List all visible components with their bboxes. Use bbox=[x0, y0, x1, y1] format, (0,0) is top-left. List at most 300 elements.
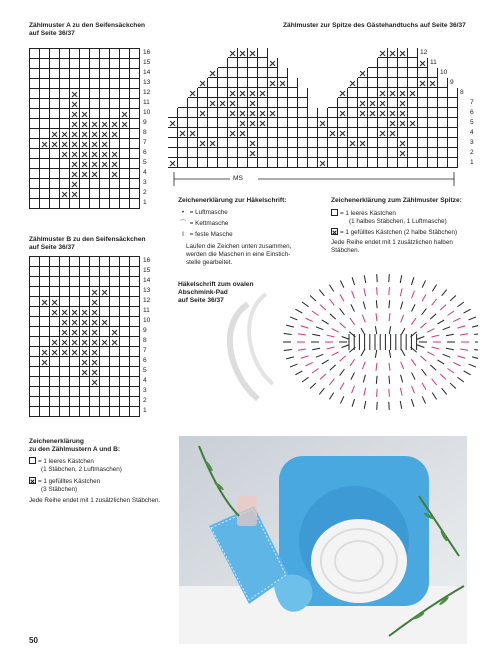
grid-cell bbox=[90, 377, 100, 387]
empty-box-icon bbox=[29, 457, 36, 464]
stitch-mark bbox=[472, 357, 478, 359]
grid-cell bbox=[70, 267, 80, 277]
grid-cell bbox=[328, 128, 338, 138]
stitch-mark bbox=[364, 388, 366, 396]
stitch-mark bbox=[302, 377, 308, 382]
grid-cell bbox=[428, 158, 438, 168]
grid-cell bbox=[50, 327, 60, 337]
grid-cell bbox=[238, 138, 248, 148]
grid-cell bbox=[398, 148, 408, 158]
grid-cell bbox=[448, 108, 458, 118]
grid-cell bbox=[228, 78, 238, 88]
grid-cell bbox=[60, 149, 70, 159]
stitch-mark bbox=[351, 304, 355, 311]
stitch-mark bbox=[401, 362, 404, 369]
grid-cell bbox=[70, 179, 80, 189]
grid-cell bbox=[208, 148, 218, 158]
grid-cell bbox=[418, 88, 428, 98]
grid-cell bbox=[100, 159, 110, 169]
grid-cell bbox=[120, 199, 130, 209]
stitch-mark bbox=[284, 350, 292, 351]
grid-cell bbox=[30, 257, 40, 267]
grid-cell bbox=[288, 98, 298, 108]
grid-cell bbox=[348, 68, 358, 78]
grid-cell bbox=[60, 377, 70, 387]
grid-cell bbox=[130, 327, 140, 337]
grid-cell bbox=[398, 98, 408, 108]
crochet-legend-item: ⌒ = Kettmasche bbox=[179, 220, 229, 227]
grid-cell bbox=[90, 327, 100, 337]
grid-cell bbox=[100, 327, 110, 337]
grid-cell bbox=[30, 327, 40, 337]
grid-cell bbox=[308, 48, 318, 58]
stitch-mark bbox=[301, 356, 309, 358]
grid-cell bbox=[30, 169, 40, 179]
grid-cell bbox=[110, 119, 120, 129]
grid-cell bbox=[228, 148, 238, 158]
grid-cell bbox=[398, 68, 408, 78]
grid-cell bbox=[348, 98, 358, 108]
grid-cell bbox=[120, 347, 130, 357]
row-number: 15 bbox=[143, 59, 151, 66]
stitch-mark bbox=[437, 360, 444, 364]
grid-cell bbox=[208, 88, 218, 98]
lace-legend-note: Jede Reihe endet mit 1 zusätzlichen halben Stäbchen. bbox=[331, 239, 453, 254]
grid-cell bbox=[348, 48, 358, 58]
grid-cell bbox=[80, 267, 90, 277]
grid-cell bbox=[418, 78, 428, 88]
grid-cell bbox=[80, 397, 90, 407]
grid-cell bbox=[130, 347, 140, 357]
grid-cell bbox=[298, 158, 308, 168]
grid-cell bbox=[40, 199, 50, 209]
grid-cell bbox=[60, 169, 70, 179]
pattern-a-grid bbox=[29, 48, 140, 209]
grid-cell bbox=[120, 69, 130, 79]
pattern-b-grid bbox=[29, 256, 140, 417]
grid-cell bbox=[198, 68, 208, 78]
stitch-mark bbox=[375, 326, 376, 334]
grid-cell bbox=[218, 88, 228, 98]
grid-cell bbox=[408, 68, 418, 78]
grid-cell bbox=[50, 49, 60, 59]
grid-cell bbox=[120, 129, 130, 139]
stitch-mark bbox=[446, 348, 454, 349]
grid-cell bbox=[110, 397, 120, 407]
grid-cell bbox=[408, 128, 418, 138]
grid-cell bbox=[80, 347, 90, 357]
grid-cell bbox=[258, 58, 268, 68]
row-number: 12 bbox=[143, 297, 151, 304]
grid-cell bbox=[70, 387, 80, 397]
grid-cell bbox=[130, 149, 140, 159]
grid-cell bbox=[120, 407, 130, 417]
grid-cell bbox=[130, 317, 140, 327]
stitch-mark bbox=[443, 354, 450, 357]
grid-cell bbox=[40, 347, 50, 357]
grid-cell bbox=[428, 68, 438, 78]
grid-cell bbox=[80, 307, 90, 317]
grid-cell bbox=[90, 337, 100, 347]
crochet-legend-item: I = feste Masche bbox=[178, 231, 328, 239]
grid-cell bbox=[248, 78, 258, 88]
grid-cell bbox=[258, 138, 268, 148]
grid-cell bbox=[50, 179, 60, 189]
grid-cell bbox=[178, 108, 188, 118]
grid-cell bbox=[208, 58, 218, 68]
grid-cell bbox=[398, 88, 408, 98]
row-number: 14 bbox=[143, 69, 151, 76]
stitch-mark bbox=[351, 372, 355, 379]
grid-cell bbox=[288, 68, 298, 78]
stitch-mark bbox=[389, 287, 390, 295]
stitch-mark bbox=[340, 369, 345, 375]
grid-cell bbox=[60, 327, 70, 337]
grid-cell bbox=[178, 128, 188, 138]
grid-cell bbox=[110, 129, 120, 139]
row-number: 3 bbox=[470, 139, 474, 146]
grid-cell bbox=[178, 138, 188, 148]
grid-cell bbox=[60, 179, 70, 189]
grid-cell bbox=[120, 377, 130, 387]
stitch-mark bbox=[417, 337, 425, 340]
grid-cell bbox=[130, 407, 140, 417]
grid-cell bbox=[358, 58, 368, 68]
grid-cell bbox=[368, 68, 378, 78]
grid-cell bbox=[120, 179, 130, 189]
grid-cell bbox=[338, 148, 348, 158]
stitch-mark bbox=[469, 317, 476, 320]
grid-cell bbox=[358, 108, 368, 118]
stitch-mark bbox=[332, 352, 339, 356]
grid-cell bbox=[408, 58, 418, 68]
grid-cell bbox=[288, 118, 298, 128]
grid-cell bbox=[120, 327, 130, 337]
grid-cell bbox=[198, 78, 208, 88]
stitch-mark bbox=[340, 294, 344, 301]
grid-cell bbox=[408, 88, 418, 98]
grid-cell bbox=[308, 88, 318, 98]
grid-cell bbox=[50, 367, 60, 377]
grid-cell bbox=[100, 257, 110, 267]
grid-cell bbox=[278, 78, 288, 88]
grid-cell bbox=[278, 158, 288, 168]
grid-cell bbox=[110, 59, 120, 69]
grid-cell bbox=[328, 68, 338, 78]
crochet-legend-note: Laufen die Zeichen unten zusammen, werden die Maschen in eine Einstich- stelle gearbeitet. bbox=[186, 243, 292, 266]
stitch-mark bbox=[320, 374, 326, 379]
grid-cell bbox=[168, 78, 178, 88]
grid-cell bbox=[110, 347, 120, 357]
grid-cell bbox=[378, 118, 388, 128]
grid-cell bbox=[298, 58, 308, 68]
stitch-mark bbox=[362, 362, 365, 369]
grid-cell bbox=[110, 49, 120, 59]
grid-cell bbox=[40, 79, 50, 89]
stitch-mark bbox=[389, 300, 390, 308]
grid-cell bbox=[358, 88, 368, 98]
grid-cell bbox=[198, 138, 208, 148]
row-number: 8 bbox=[460, 89, 464, 96]
grid-cell bbox=[50, 69, 60, 79]
grid-cell bbox=[268, 118, 278, 128]
grid-cell bbox=[30, 119, 40, 129]
stitch-mark bbox=[306, 318, 313, 321]
grid-cell bbox=[70, 287, 80, 297]
row-number: 8 bbox=[143, 129, 147, 136]
grid-cell bbox=[418, 138, 428, 148]
grid-cell bbox=[398, 78, 408, 88]
stitch-mark bbox=[401, 302, 403, 310]
grid-cell bbox=[50, 377, 60, 387]
stitch-mark bbox=[432, 393, 436, 400]
grid-cell bbox=[70, 69, 80, 79]
grid-cell bbox=[100, 387, 110, 397]
stitch-mark bbox=[286, 325, 294, 327]
stitch-mark bbox=[460, 349, 468, 350]
row-number: 6 bbox=[143, 357, 147, 364]
grid-cell bbox=[50, 199, 60, 209]
stitch-mark bbox=[469, 364, 476, 367]
grid-cell bbox=[110, 307, 120, 317]
grid-cell bbox=[238, 118, 248, 128]
stitch-mark bbox=[400, 401, 401, 409]
stitch-mark bbox=[427, 352, 434, 356]
grid-cell bbox=[448, 58, 458, 68]
grid-cell bbox=[348, 138, 358, 148]
grid-cell bbox=[438, 128, 448, 138]
grid-cell bbox=[60, 387, 70, 397]
stitch-mark bbox=[377, 274, 378, 282]
row-number: 7 bbox=[470, 99, 474, 106]
grid-cell bbox=[188, 58, 198, 68]
grid-cell bbox=[100, 407, 110, 417]
grid-cell bbox=[100, 119, 110, 129]
stitch-mark bbox=[464, 371, 471, 375]
stitch-mark bbox=[442, 290, 447, 296]
grid-cell bbox=[80, 129, 90, 139]
grid-cell bbox=[50, 357, 60, 367]
grid-cell bbox=[90, 69, 100, 79]
stitch-mark bbox=[442, 388, 447, 394]
grid-cell bbox=[100, 129, 110, 139]
grid-cell bbox=[110, 79, 120, 89]
grid-cell bbox=[238, 98, 248, 108]
row-number: 9 bbox=[450, 79, 454, 86]
stitch-mark bbox=[376, 363, 377, 371]
stitch-mark bbox=[302, 302, 308, 307]
grid-cell bbox=[90, 149, 100, 159]
grid-cell bbox=[348, 118, 358, 128]
grid-cell bbox=[208, 68, 218, 78]
grid-cell bbox=[90, 129, 100, 139]
stitch-mark bbox=[389, 376, 390, 384]
grid-cell bbox=[328, 138, 338, 148]
grid-cell bbox=[30, 199, 40, 209]
grid-cell bbox=[30, 267, 40, 277]
grid-cell bbox=[50, 257, 60, 267]
grid-cell bbox=[90, 287, 100, 297]
grid-cell bbox=[30, 149, 40, 159]
stitch-mark bbox=[327, 335, 335, 337]
grid-cell bbox=[278, 148, 288, 158]
grid-cell bbox=[60, 109, 70, 119]
grid-cell bbox=[358, 148, 368, 158]
grid-cell bbox=[388, 118, 398, 128]
grid-cell bbox=[60, 367, 70, 377]
grid-cell bbox=[60, 277, 70, 287]
grid-cell bbox=[328, 78, 338, 88]
grid-cell bbox=[408, 118, 418, 128]
grid-cell bbox=[358, 138, 368, 148]
grid-cell bbox=[428, 138, 438, 148]
stitch-mark bbox=[450, 295, 456, 300]
stitch-mark bbox=[400, 275, 401, 283]
grid-cell bbox=[318, 138, 328, 148]
stitch-mark bbox=[319, 290, 324, 296]
grid-cell bbox=[258, 118, 268, 128]
stitch-mark bbox=[389, 313, 390, 321]
grid-cell bbox=[298, 128, 308, 138]
grid-cell bbox=[178, 158, 188, 168]
stitch-mark bbox=[411, 359, 416, 366]
grid-cell bbox=[130, 267, 140, 277]
grid-cell bbox=[30, 317, 40, 327]
stitch-mark bbox=[327, 347, 335, 349]
grid-cell bbox=[40, 109, 50, 119]
grid-cell bbox=[308, 118, 318, 128]
stitch-mark bbox=[322, 360, 329, 364]
stitch-mark bbox=[450, 383, 456, 388]
stitch-mark bbox=[312, 368, 319, 373]
grid-cell bbox=[228, 138, 238, 148]
crochet-legend bbox=[178, 197, 328, 267]
grid-cell bbox=[368, 158, 378, 168]
grid-cell bbox=[50, 139, 60, 149]
grid-cell bbox=[40, 407, 50, 417]
grid-cell bbox=[258, 128, 268, 138]
stitch-mark bbox=[457, 377, 463, 382]
grid-cell bbox=[80, 189, 90, 199]
row-number: 4 bbox=[470, 129, 474, 136]
grid-cell bbox=[30, 357, 40, 367]
grid-cell bbox=[188, 118, 198, 128]
stitch-mark bbox=[430, 314, 436, 319]
grid-cell bbox=[130, 307, 140, 317]
stitch-mark bbox=[422, 308, 427, 314]
grid-cell bbox=[90, 159, 100, 169]
grid-cell bbox=[178, 78, 188, 88]
stitch-mark bbox=[352, 277, 354, 285]
row-number: 4 bbox=[143, 169, 147, 176]
grid-cell bbox=[218, 108, 228, 118]
stitch-mark bbox=[322, 320, 329, 324]
row-number: 11 bbox=[430, 59, 437, 66]
grid-cell bbox=[40, 169, 50, 179]
stitch-mark bbox=[389, 402, 390, 410]
grid-cell bbox=[228, 128, 238, 138]
grid-cell bbox=[268, 108, 278, 118]
grid-cell bbox=[60, 89, 70, 99]
grid-cell bbox=[308, 78, 318, 88]
grid-cell bbox=[80, 327, 90, 337]
grid-cell bbox=[80, 119, 90, 129]
grid-cell bbox=[378, 48, 388, 58]
stitch-mark bbox=[464, 309, 471, 313]
stitch-mark bbox=[350, 359, 355, 366]
grid-cell bbox=[368, 148, 378, 158]
grid-cell bbox=[50, 287, 60, 297]
grid-cell bbox=[50, 119, 60, 129]
grid-cell bbox=[110, 69, 120, 79]
grid-cell bbox=[168, 128, 178, 138]
stitch-mark bbox=[295, 371, 302, 375]
grid-cell bbox=[80, 199, 90, 209]
stitch-mark bbox=[320, 305, 326, 310]
grid-cell bbox=[228, 88, 238, 98]
grid-cell bbox=[438, 58, 448, 68]
grid-cell bbox=[168, 108, 178, 118]
stitch-mark bbox=[432, 335, 440, 337]
oval-pad-diagram bbox=[178, 264, 478, 416]
grid-cell bbox=[120, 159, 130, 169]
grid-cell bbox=[428, 148, 438, 158]
grid-cell bbox=[418, 108, 428, 118]
lace-legend-title: Zeichenerklärung zum Zählmuster Spitze: bbox=[331, 197, 462, 204]
grid-cell bbox=[398, 128, 408, 138]
grid-cell bbox=[30, 139, 40, 149]
grid-cell bbox=[60, 267, 70, 277]
grid-cell bbox=[288, 138, 298, 148]
grid-cell bbox=[188, 128, 198, 138]
grid-cell bbox=[100, 317, 110, 327]
grid-cell bbox=[90, 347, 100, 357]
grid-cell bbox=[258, 108, 268, 118]
grid-cell bbox=[308, 58, 318, 68]
grid-cell bbox=[338, 58, 348, 68]
grid-cell bbox=[110, 89, 120, 99]
grid-cell bbox=[50, 297, 60, 307]
grid-cell bbox=[288, 108, 298, 118]
grid-cell bbox=[50, 59, 60, 69]
grid-cell bbox=[60, 287, 70, 297]
empty-box-icon bbox=[331, 209, 338, 216]
stitch-mark bbox=[400, 288, 402, 296]
grid-cell bbox=[40, 159, 50, 169]
stitch-mark bbox=[350, 318, 355, 325]
grid-cell bbox=[318, 68, 328, 78]
grid-cell bbox=[188, 78, 198, 88]
grid-cell bbox=[188, 158, 198, 168]
grid-cell bbox=[70, 109, 80, 119]
grid-cell bbox=[398, 118, 408, 128]
stitch-mark bbox=[362, 315, 365, 322]
grid-cell bbox=[178, 148, 188, 158]
grid-cell bbox=[130, 119, 140, 129]
grid-cell bbox=[258, 48, 268, 58]
stitch-mark bbox=[453, 362, 460, 365]
grid-cell bbox=[100, 267, 110, 277]
row-number: 7 bbox=[143, 347, 147, 354]
grid-cell bbox=[378, 98, 388, 108]
grid-cell bbox=[308, 108, 318, 118]
grid-cell bbox=[268, 68, 278, 78]
grid-cell bbox=[70, 169, 80, 179]
grid-cell bbox=[388, 78, 398, 88]
stitch-mark bbox=[389, 363, 390, 371]
grid-cell bbox=[188, 68, 198, 78]
grid-cell bbox=[248, 128, 258, 138]
